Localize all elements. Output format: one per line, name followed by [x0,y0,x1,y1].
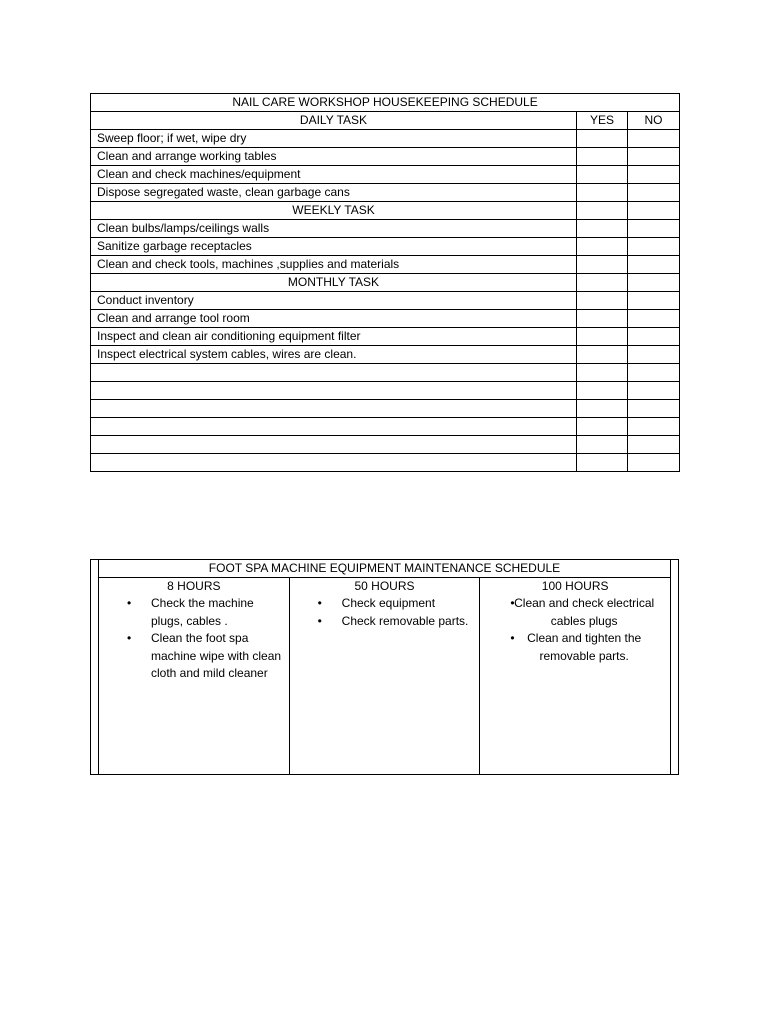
yes-checkbox-cell[interactable] [577,400,628,418]
table-row [91,130,680,148]
no-checkbox-cell[interactable] [628,310,680,328]
footspa-maintenance-frame [90,559,679,775]
no-checkbox-cell[interactable] [628,166,680,184]
yes-checkbox-cell[interactable] [577,166,628,184]
list-item-text: Clean and check electrical cables plugs [514,596,655,628]
task-cell: Inspect electrical system cables, wires are clean. [91,346,577,364]
task-cell: Clean and check machines/equipment [91,166,577,184]
no-checkbox-cell[interactable] [628,220,680,238]
no-checkbox-cell[interactable] [628,346,680,364]
bullet-icon: • [127,596,132,610]
housekeeping-schedule-table [90,93,680,472]
table-row [91,292,680,310]
empty-task-cell[interactable] [91,418,577,436]
empty-row [91,364,680,382]
section-header-row [91,202,680,220]
table-row [91,148,680,166]
no-checkbox-cell[interactable] [628,130,680,148]
no-checkbox-cell[interactable] [628,184,680,202]
no-checkbox-cell[interactable] [628,328,680,346]
weekly-task-header: WEEKLY TASK [91,202,577,220]
empty-row [91,418,680,436]
no-checkbox-cell[interactable] [628,202,680,220]
column-100-hours [480,578,671,775]
yes-checkbox-cell[interactable] [577,292,628,310]
yes-checkbox-cell[interactable] [577,256,628,274]
task-cell: Conduct inventory [91,292,577,310]
list-item [480,630,670,665]
table-row [91,256,680,274]
task-cell: Sweep floor; if wet, wipe dry [91,130,577,148]
yes-header: YES [577,112,628,130]
task-list [290,595,480,630]
yes-checkbox-cell[interactable] [577,436,628,454]
empty-row [91,400,680,418]
bullet-icon: • [510,596,515,610]
task-cell: Dispose segregated waste, clean garbage cans [91,184,577,202]
footspa-maintenance-inner [98,559,671,775]
no-checkbox-cell[interactable] [628,256,680,274]
column-heading: 50 HOURS [354,579,415,593]
list-item [480,595,670,630]
bullet-icon: • [510,631,515,645]
list-item [290,613,480,631]
yes-checkbox-cell[interactable] [577,130,628,148]
task-cell: Clean bulbs/lamps/ceilings walls [91,220,577,238]
no-checkbox-cell[interactable] [628,454,680,472]
yes-checkbox-cell[interactable] [577,184,628,202]
task-cell: Clean and arrange working tables [91,148,577,166]
empty-task-cell[interactable] [91,400,577,418]
column-8-hours [99,578,290,775]
empty-task-cell[interactable] [91,382,577,400]
column-heading: 100 HOURS [541,579,609,593]
table-row [91,238,680,256]
task-list [99,595,289,683]
section-header-row [91,274,680,292]
column-heading: 8 HOURS [167,579,221,593]
no-checkbox-cell[interactable] [628,148,680,166]
no-checkbox-cell[interactable] [628,292,680,310]
no-checkbox-cell[interactable] [628,238,680,256]
daily-task-header: DAILY TASK [91,112,577,130]
bullet-icon: • [317,613,322,628]
empty-task-cell[interactable] [91,454,577,472]
yes-checkbox-cell[interactable] [577,328,628,346]
task-cell: Sanitize garbage receptacles [91,238,577,256]
yes-checkbox-cell[interactable] [577,364,628,382]
footspa-title: FOOT SPA MACHINE EQUIPMENT MAINTENANCE SCHEDULE [99,560,671,578]
housekeeping-title: NAIL CARE WORKSHOP HOUSEKEEPING SCHEDULE [91,94,680,112]
yes-checkbox-cell[interactable] [577,148,628,166]
table-header-row [91,112,680,130]
table-row [91,166,680,184]
table-row [91,346,680,364]
no-checkbox-cell[interactable] [628,436,680,454]
task-cell: Clean and check tools, machines ,supplies and materials [91,256,577,274]
no-checkbox-cell[interactable] [628,400,680,418]
yes-checkbox-cell[interactable] [577,310,628,328]
list-item-text: Clean and tighten the removable parts. [527,631,642,663]
yes-checkbox-cell[interactable] [577,454,628,472]
empty-row [91,382,680,400]
list-item-text: Clean the foot spa machine wipe with clean cloth and mild cleaner [151,631,282,680]
table-title-row [99,560,671,578]
empty-task-cell[interactable] [91,364,577,382]
column-50-hours [289,578,480,775]
list-item [99,630,289,683]
no-header: NO [628,112,680,130]
schedule-columns-row [99,578,671,775]
no-checkbox-cell[interactable] [628,382,680,400]
empty-task-cell[interactable] [91,436,577,454]
monthly-task-header: MONTHLY TASK [91,274,577,292]
table-row [91,184,680,202]
list-item [99,595,289,630]
no-checkbox-cell[interactable] [628,364,680,382]
no-checkbox-cell[interactable] [628,418,680,436]
table-row [91,310,680,328]
table-row [91,220,680,238]
bullet-icon: • [127,631,132,645]
task-cell: Inspect and clean air conditioning equipment filter [91,328,577,346]
task-list [480,595,670,665]
yes-checkbox-cell[interactable] [577,418,628,436]
empty-row [91,436,680,454]
yes-checkbox-cell[interactable] [577,274,628,292]
list-item-text: Check the machine plugs, cables . [151,596,254,628]
yes-checkbox-cell[interactable] [577,382,628,400]
no-checkbox-cell[interactable] [628,274,680,292]
table-title-row [91,94,680,112]
task-cell: Clean and arrange tool room [91,310,577,328]
list-item-text: Check equipment [341,596,436,610]
yes-checkbox-cell[interactable] [577,220,628,238]
footspa-maintenance-table [98,559,671,775]
bullet-icon: • [317,596,322,610]
list-item-text: Check removable parts. [341,613,469,628]
yes-checkbox-cell[interactable] [577,202,628,220]
table-row [91,328,680,346]
yes-checkbox-cell[interactable] [577,238,628,256]
list-item [290,595,480,613]
yes-checkbox-cell[interactable] [577,346,628,364]
empty-row [91,454,680,472]
